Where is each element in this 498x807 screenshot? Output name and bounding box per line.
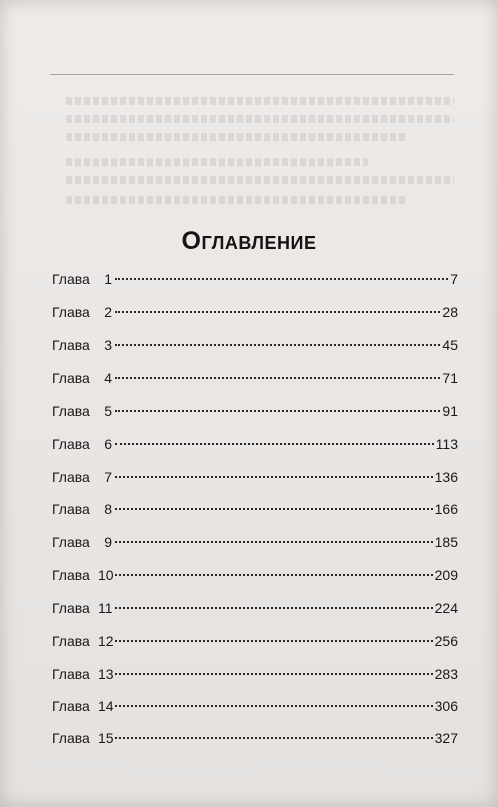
toc-entry-word: Глава: [52, 501, 90, 517]
toc-entry-label: [52, 530, 112, 554]
toc-entry-word: Глава: [52, 567, 90, 583]
toc-dot-leader: [115, 278, 448, 280]
toc-entry-label: [52, 726, 112, 750]
toc-entry-number: 11: [98, 600, 113, 616]
toc-entry-label: [52, 300, 112, 324]
toc-entry-label: [52, 366, 112, 390]
toc-dot-leader: [115, 673, 433, 675]
toc-entry-page: 45: [442, 337, 458, 353]
header-rule: [50, 74, 454, 75]
toc-entry: [52, 366, 458, 390]
toc-entry-page: 306: [434, 698, 458, 714]
toc-entry-page: 7: [450, 271, 458, 287]
toc-entry-page: 256: [434, 633, 458, 649]
toc-entry-label: [52, 629, 112, 653]
toc-entry: [52, 662, 458, 686]
toc-dot-leader: [115, 574, 433, 576]
toc-dot-leader: [115, 443, 434, 445]
toc-entry-page: 71: [442, 370, 458, 386]
toc-entry-word: Глава: [52, 370, 90, 386]
toc-entry: [52, 399, 458, 423]
toc-entry-number: 4: [104, 370, 112, 386]
toc-entry-label: [52, 596, 112, 620]
toc-entry: [52, 497, 458, 521]
toc-entry-word: Глава: [52, 534, 90, 550]
toc-dot-leader: [115, 476, 433, 478]
toc-entry: [52, 563, 458, 587]
toc-entry-label: [52, 563, 112, 587]
toc-dot-leader: [115, 410, 440, 412]
bleed-through-line: [66, 97, 454, 105]
bleed-through-line: [66, 196, 408, 204]
toc-entry: [52, 432, 458, 456]
toc-entry: [52, 333, 458, 357]
toc-entry-page: 283: [434, 666, 458, 682]
table-of-contents: [52, 267, 458, 747]
toc-entry-word: Глава: [52, 698, 90, 714]
toc-entry-number: 10: [98, 567, 114, 583]
toc-entry-page: 185: [434, 534, 458, 550]
toc-entry-word: Глава: [52, 633, 90, 649]
toc-entry-number: 6: [104, 436, 112, 452]
toc-entry-number: 8: [104, 501, 112, 517]
toc-entry: [52, 726, 458, 750]
toc-dot-leader: [115, 705, 433, 707]
toc-entry-label: [52, 465, 112, 489]
toc-entry-number: 1: [104, 271, 112, 287]
toc-entry-number: 2: [104, 304, 112, 320]
toc-entry-number: 7: [104, 469, 112, 485]
toc-entry-number: 15: [98, 730, 114, 746]
toc-entry-number: 5: [104, 403, 112, 419]
toc-entry: [52, 530, 458, 554]
toc-entry-number: 13: [98, 666, 114, 682]
toc-entry-word: Глава: [52, 403, 90, 419]
bleed-through-line: [66, 158, 368, 166]
bleed-through-line: [66, 176, 454, 184]
toc-entry-word: Глава: [52, 436, 90, 452]
bleed-through-line: [66, 133, 408, 141]
toc-entry: [52, 596, 458, 620]
toc-dot-leader: [115, 311, 440, 313]
toc-dot-leader: [115, 377, 440, 379]
toc-dot-leader: [115, 607, 433, 609]
toc-entry-page: 327: [434, 730, 458, 746]
toc-entry-page: 113: [435, 436, 458, 452]
toc-entry-page: 209: [434, 567, 458, 583]
toc-entry-label: [52, 694, 112, 718]
toc-entry-number: 9: [104, 534, 112, 550]
page-title: Оглавление: [181, 227, 317, 255]
bleed-through-line: [66, 115, 454, 123]
toc-entry-label: [52, 662, 112, 686]
toc-entry-label: [52, 432, 112, 456]
toc-entry-label: [52, 497, 112, 521]
toc-entry-page: 166: [434, 501, 458, 517]
toc-entry: [52, 694, 458, 718]
toc-entry-word: Глава: [52, 271, 90, 287]
toc-entry: [52, 300, 458, 324]
toc-entry-number: 12: [98, 633, 114, 649]
toc-entry-label: [52, 333, 112, 357]
toc-entry: [52, 465, 458, 489]
toc-dot-leader: [115, 508, 433, 510]
toc-entry-page: 224: [434, 600, 458, 616]
toc-dot-leader: [115, 541, 433, 543]
toc-entry-word: Глава: [52, 469, 90, 485]
toc-dot-leader: [115, 344, 440, 346]
toc-entry-word: Глава: [52, 337, 90, 353]
toc-entry-page: 28: [442, 304, 458, 320]
toc-entry: [52, 629, 458, 653]
toc-entry-word: Глава: [52, 730, 90, 746]
toc-entry-label: [52, 267, 112, 291]
toc-entry-word: Глава: [52, 600, 90, 616]
toc-entry-word: Глава: [52, 666, 90, 682]
toc-entry-number: 3: [104, 337, 112, 353]
toc-entry-label: [52, 399, 112, 423]
toc-entry-number: 14: [98, 698, 114, 714]
toc-entry-word: Глава: [52, 304, 90, 320]
toc-dot-leader: [115, 640, 433, 642]
toc-entry: [52, 267, 458, 291]
toc-entry-page: 136: [434, 469, 458, 485]
toc-entry-page: 91: [442, 403, 458, 419]
toc-dot-leader: [115, 737, 433, 739]
